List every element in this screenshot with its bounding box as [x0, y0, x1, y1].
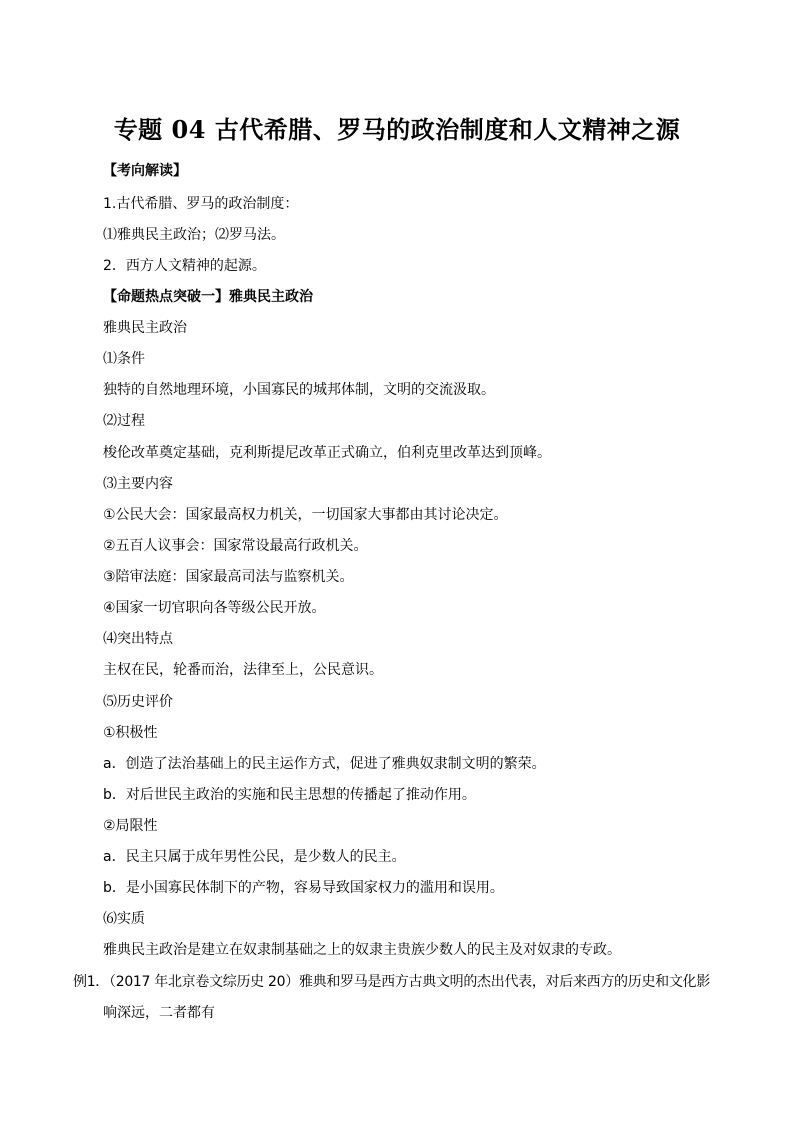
text-line: a．民主只属于成年男性公民，是少数人的民主。 [103, 849, 406, 865]
text-line: ⑸历史评价 [103, 694, 173, 710]
text-line: ⑴雅典民主政治；⑵罗马法。 [103, 227, 285, 243]
text-line: 独特的自然地理环境，小国寡民的城邦体制，文明的交流汲取。 [103, 382, 495, 398]
text-line: 2．西方人文精神的起源。 [103, 258, 266, 274]
section-heading-hotspot: 【命题热点突破一】雅典民主政治 [103, 289, 313, 305]
text-line: 主权在民，轮番而治，法律至上，公民意识。 [103, 662, 383, 678]
text-line: 雅典民主政治 [103, 320, 187, 336]
text-line: 梭伦改革奠定基础，克利斯提尼改革正式确立，伯利克里改革达到顶峰。 [103, 445, 551, 461]
document-title: 专题 04 古代希腊、罗马的政治制度和人文精神之源 [113, 115, 681, 144]
text-line: ⑴条件 [103, 351, 145, 367]
text-line: b．是小国寡民体制下的产物，容易导致国家权力的滥用和误用。 [103, 880, 504, 896]
text-line: ⑷突出特点 [103, 631, 173, 647]
section-heading-exam-focus: 【考向解读】 [103, 163, 187, 179]
text-line: ⑹实质 [103, 911, 145, 927]
text-line: ②局限性 [103, 818, 158, 834]
text-line: ②五百人议事会：国家常设最高行政机关。 [103, 538, 368, 554]
text-line: ⑵过程 [103, 413, 145, 429]
example-question-line: 响深远，二者都有 [103, 1005, 215, 1021]
text-line: a．创造了法治基础上的民主运作方式，促进了雅典奴隶制文明的繁荣。 [103, 756, 546, 772]
text-line: ①公民大会：国家最高权力机关，一切国家大事都由其讨论决定。 [103, 507, 508, 523]
text-line: 1.古代希腊、罗马的政治制度： [103, 196, 299, 212]
text-line: ①积极性 [103, 725, 158, 741]
text-line: 雅典民主政治是建立在奴隶制基础之上的奴隶主贵族少数人的民主及对奴隶的专政。 [103, 942, 621, 958]
text-line: b．对后世民主政治的实施和民主思想的传播起了推动作用。 [103, 787, 476, 803]
text-line: ④国家一切官职向各等级公民开放。 [103, 600, 326, 616]
example-question-line: 例1．（2017 年北京卷文综历史 20）雅典和罗马是西方古典文明的杰出代表，对后来西方的历史和文化影 [73, 974, 710, 990]
text-line: ⑶主要内容 [103, 476, 173, 492]
text-line: ③陪审法庭：国家最高司法与监察机关。 [103, 569, 354, 585]
